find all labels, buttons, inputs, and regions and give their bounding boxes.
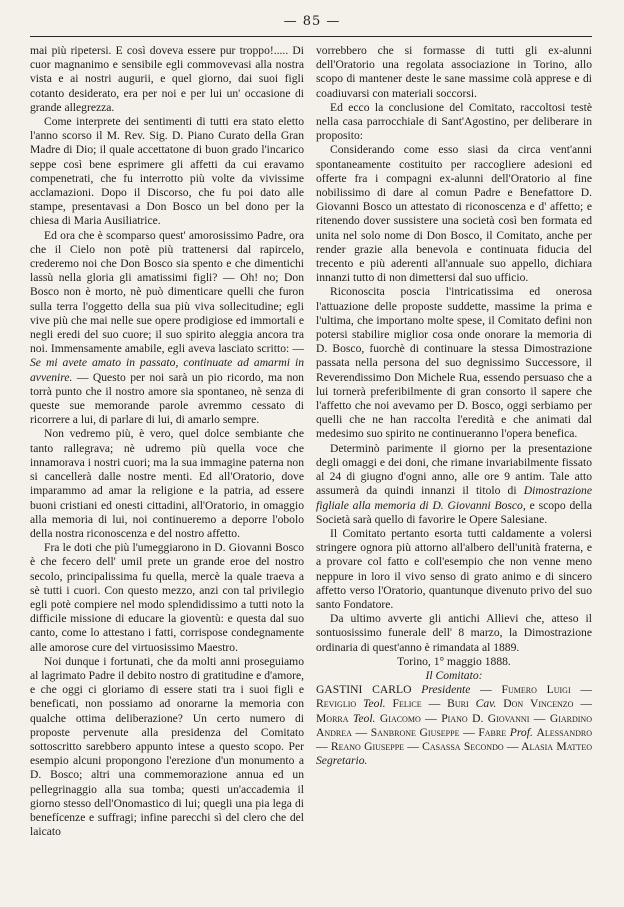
role: Teol. xyxy=(353,711,376,725)
header-rule xyxy=(30,36,592,37)
quote: Se mi avete amato in passato, continuate ad amarmi in avvenire. xyxy=(30,356,304,384)
paragraph xyxy=(316,442,592,527)
place-date: Torino, 1° maggio 1888. xyxy=(397,654,511,668)
right-column xyxy=(316,44,592,768)
paragraph: Considerando come esso siasi da circa vent'anni spontaneamente costituito per raccogliere adesioni ed offerte fra i compagni ex-alunni dell'Oratorio al fine nobilissimo di dare al comun Padre e Benefattore D. Giovanni Bosco un attestato di riconoscenza e d' affetto; e ritenendo dover sussistere una società così ben formata ed unita nel solo nome di Don Bosco, il Comitato, anche per render grazie alla benevola e continuata fiducia del trecento e più aderenti all'annuale suo appello, dichiara innanzi tutto di non dimettersi dal suo ufficio. xyxy=(316,143,592,285)
member-names: Giacomo — Piano D. Giovanni — Giardino Andrea — Sanbrone Giuseppe — Fabre xyxy=(316,711,592,739)
page-number: — 85 — xyxy=(283,14,341,29)
committee-members xyxy=(316,683,592,768)
member-names: Don Vincenzo — Morra xyxy=(316,697,592,725)
paragraph: Non vedremo più, è vero, quel dolce sembiante che tanto rallegrava; nè udremo più quella voce che innamorava i nostri cuori; ma la sua immagine paterna non si cancellerà dalle nostre menti. Ed all'Oratorio, dove imparammo ad amar la religione e la patria, ad essere buoni cristiani ed onesti cittadini, all'Oratorio, in omaggio alla memoria di lui, noi continueremo a deporre l'obolo della nostra riconoscenza e del nostro affetto. xyxy=(30,427,304,540)
paragraph: Noi dunque i fortunati, che da molti anni proseguiamo al lagrimato Padre il debito nostro di gratitudine e d'amore, e che oggi ci gloriamo di essere stati tra i suoi figli e beneficati, non possiamo ad onorarne la memoria con qualche ottima deliberazione? Un certo numero di proposte pervenute alla presidenza del Comitato sottoscritto sarebbero appunto intese a questo scopo. Per esempio alcuni propongono l'erezione d'un monumento a D. Bosco; altri una commemorazione annua ed un pellegrinaggio alla sua tomba; questi un'accademia il giorno stesso dell'Onomastico di lui; quegli una pia lega di benefícenze e suffragi; infine parecchi sì del clero che del laicato xyxy=(30,654,304,839)
paragraph: Da ultimo avverte gli antichi Allievi che, atteso il sontuosissimo funerale dell' 8 marzo, la Dimostrazione ordinaria di quest'anno è rimandata al 1889. xyxy=(316,612,592,654)
role: Segretario. xyxy=(316,754,368,768)
committee-heading: Il Comitato: xyxy=(425,668,483,682)
role: Presidente xyxy=(421,683,471,697)
paragraph-text: Determinò parimente il giorno per la presentazione degli omaggi e dei doni, che rimane invariabilmente fissato al 24 di giugno d'ogni anno, alle ore 9 antim. Tale atto assumerà da quindi innanzi il titolo di xyxy=(316,441,592,498)
role: Teol. xyxy=(363,697,386,711)
member-names: Felice — Buri xyxy=(392,697,469,711)
paragraph: mai più ripetersi. E così doveva essere pur troppo!..... Di cuor magnanimo e sensibile egli commovevasi alla nostra vista e ai nostri augurii, e quel giorno, dai suoi figli cotanto desiderato, era per noi e per lui un' occasione di grande allegrezza. xyxy=(30,44,304,114)
paragraph-text: — Questo per noi sarà un pio ricordo, ma non torrà punto che il nostro amore sia spontaneo, nè senza di queste sue memorande parole avremmo cessato di ricorrere a lui, di parlare di lui, di amarlo sempre. xyxy=(30,370,304,427)
president-name: GASTINI CARLO xyxy=(316,683,412,697)
role: Prof. xyxy=(509,725,533,739)
paragraph: Fra le doti che più l'umeggiarono in D. Giovanni Bosco è che fecero dell' umil prete un grande eroe del nostro secolo, principalissima fu quella, mercè la quale traeva a sè tutti i cuori. Con questo mezzo, anzi con tal privilegio egli potè compiere nel modo splendidissimo a tutti noto la difficile missione di educare la gioventù: e questa dal suo canto, come lo attestano i fatti, corrispose condegnamente alle amorose cure del virtuosissimo Maestro. xyxy=(30,541,304,654)
role: Cav. xyxy=(475,697,497,711)
left-column xyxy=(30,44,304,839)
paragraph xyxy=(30,229,304,428)
paragraph: Come interprete dei sentimenti di tutti era stato eletto l'anno scorso il M. Rev. Sig. D. Piano Curato della Gran Madre di Dio; il quale accettatone di buon grado l'incarico seppe così bene esprimere gli affetti da cui eravamo compenetrati, che fu interrotto più volte da vivissime acclamazioni. Dopo il Discorso, che fu poi dato alle stampe, presentavasi a Don Bosco un bel dono per la chiesa di Maria Ausiliatrice. xyxy=(30,115,304,228)
paragraph: Riconoscita poscia l'intricatissima ed onerosa l'attuazione delle proposte suddette, massime la prima e l'ultima, che importano molte spese, il Comitato defini non potersi stabilire miglior cosa onde onorare la memoria di D. Bosco, fuorchè di continuare la stessa Dimostrazione passata nella persona del suo degnissimo Successore, il Reverendissimo Don Michele Rua, essendo persuaso che a lui tornerà preferibilmente di gran consorto il sapere che l'affetto che noi avevamo per D. Bosco, oggi serbiamo per quelli che ne han raccolta l'eredità e che animati dal medesimo suo spirito ne continueranno l'opera benefica. xyxy=(316,285,592,441)
member-list xyxy=(316,683,592,768)
paragraph: Il Comitato pertanto esorta tutti caldamente a volersi stringere ognora più attorno all'albero dell'unità fraterna, e a provare col fatto e coll'esempio che non venne meno neppure in loro il vivo senso di grato animo e di sincero affetto verso l'Oratorio, quantunque divenuto privo del suo santo Fondatore. xyxy=(316,526,592,611)
paragraph-text: Ed ora che è scomparso quest' amorosissimo Padre, ora che il Cielo non potè più trattenersi dal rapircelo, crederemo noi che Don Bosco sia spento e che dimentichi lassù nella gloria gli amatissimi figli? — Oh! no; Don Bosco non è morto, nè può dimenticare quelli che furon sulla terra l'oggetto della sua più viva sollecitudine; egli vive più che mai nelle sue opere prodigiose ed immortali e negli eredi del suo cuore; il suo spirito aleggia ancora tra noi. Immensamente amabile, egli aveva lasciato scritto: — xyxy=(30,228,304,356)
member-names: — Fumero Luigi — Reviglio xyxy=(316,683,592,711)
paragraph: vorrebbero che si formasse di tutti gli ex-alunni dell'Oratorio una regolata associazione in Torino, allo scopo di mantener deste le sane massime colà apprese e di coadiuvarsi con materiali soccorsi. xyxy=(316,44,592,100)
member-names: Alessandro — Reano Giuseppe — Casassa Secondo — Alasia Matteo xyxy=(316,725,592,753)
paragraph: Ed ecco la conclusione del Comitato, raccoltosi testè nella casa parrocchiale di Sant'Agostino, per deliberare in proposito: xyxy=(316,100,592,143)
title-italic: Dimostrazione figliale alla memoria di D. Giovanni Bosco, xyxy=(316,484,592,512)
paragraph-text: e scopo della Società sarà quello di favorire le Opere Salesiane. xyxy=(316,498,592,526)
